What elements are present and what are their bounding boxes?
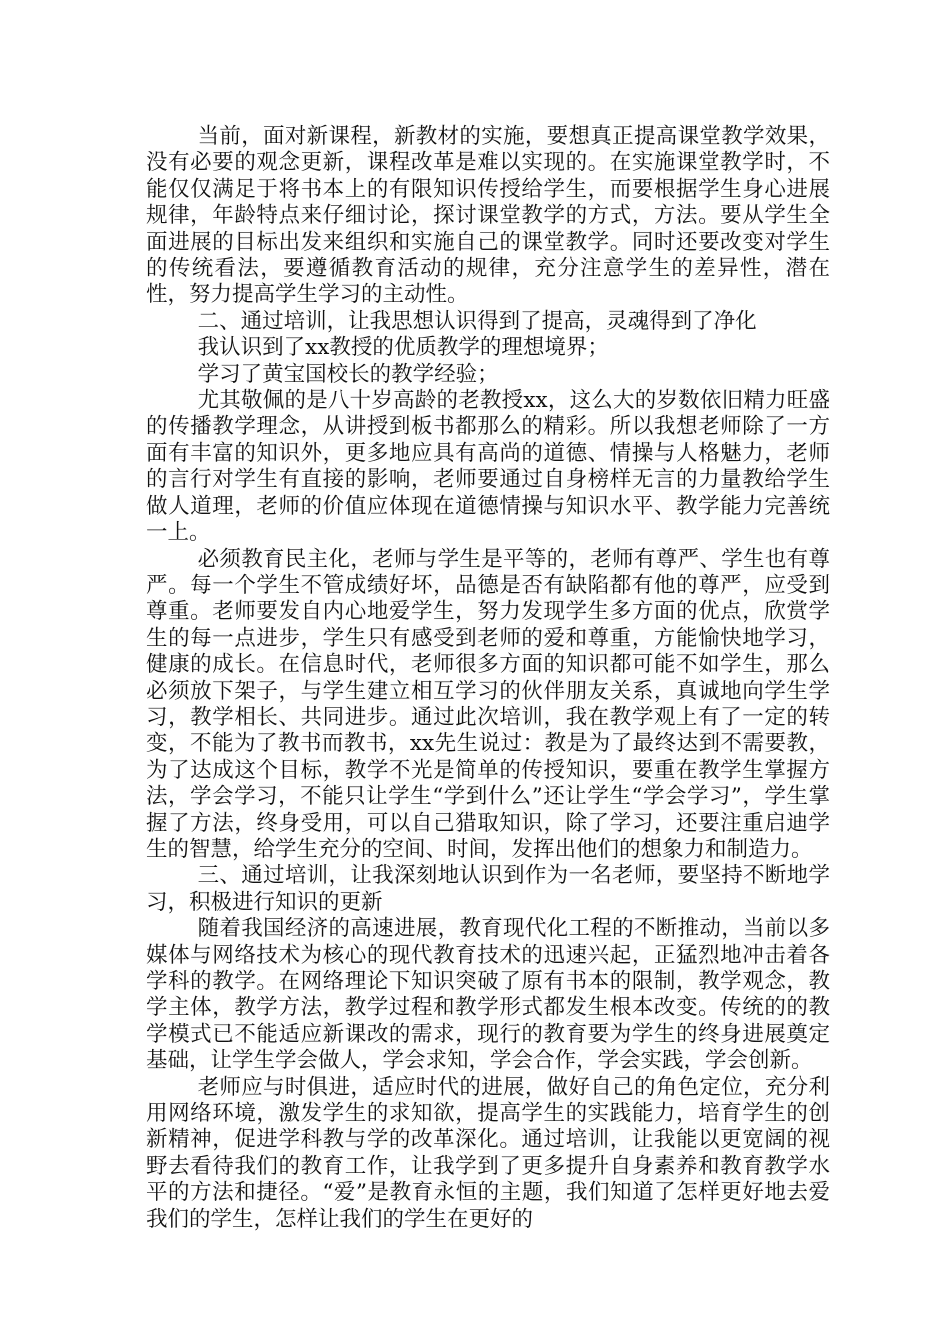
paragraph-modernization: 随着我国经济的高速进展，教育现代化工程的不断推动，当前以多媒体与网络技术为核心的现代教育技术的迅速兴起，正猛烈地冲击着各学科的教学。在网络理论下知识突破了原有书本的限制，教学观念，教学主体，教学方法，教学过程和教学形式都发生根本改变。传统的的教学模式已不能适应新课改的需求，现行的教育要为学生的终身进展奠定基础，让学生学会做人，学会求知，学会合作，学会实践，学会创新。 (146, 916, 830, 1074)
paragraph-keep-pace: 老师应与时俱进，适应时代的进展，做好自己的角色定位，充分利用网络环境，激发学生的求知欲，提高学生的实践能力，培育学生的创新精神，促进学科教与学的改革深化。通过培训，让我能以更宽阔的视野去看待我们的教育工作，让我学到了更多提升自身素养和教育教学水平的方法和捷径。“爱”是教育永恒的主题，我们知道了怎样更好地去爱我们的学生，怎样让我们的学生在更好的 (146, 1074, 830, 1232)
paragraph-admiration: 尤其敬佩的是八十岁高龄的老教授xx，这么大的岁数依旧精力旺盛的传播教学理念，从讲授到板书都那么的精彩。所以我想老师除了一方面有丰富的知识外，更多地应具有高尚的道德、情操与人格魅力，老师的言行对学生有直接的影响，老师要通过自身榜样无言的力量教给学生做人道理，老师的价值应体现在道德情操与知识水平、教学能力完善统一上。 (146, 388, 830, 546)
paragraph-principal-experience: 学习了黄宝国校长的教学经验； (197, 361, 499, 387)
paragraph-intro: 当前，面对新课程，新教材的实施，要想真正提高课堂教学效果，没有必要的观念更新，课程改革是难以实现的。在实施课堂教学时，不能仅仅满足于将书本上的有限知识传授给学生，而要根据学生身心进展规律，年龄特点来仔细讨论，探讨课堂教学的方式，方法。要从学生全面进展的目标出发来组织和实施自己的课堂教学。同时还要改变对学生的传统看法，要遵循教育活动的规律，充分注意学生的差异性，潜在性，努力提高学生学习的主动性。 (146, 124, 830, 308)
paragraph-democracy: 必须教育民主化，老师与学生是平等的，老师有尊严、学生也有尊严。每一个学生不管成绩好坏，品德是否有缺陷都有他的尊严，应受到尊重。老师要发自内心地爱学生，努力发现学生多方面的优点，欣赏学生的每一点进步，学生只有感受到老师的爱和尊重，方能愉快地学习，健康的成长。在信息时代，老师很多方面的知识都可能不如学生，那么必须放下架子，与学生建立相互学习的伙伴朋友关系，真诚地向学生学习，教学相长、共同进步。通过此次培训，我在教学观上有了一定的转变，不能为了教书而教书，xx先生说过：教是为了最终达到不需要教，为了达成这个目标，教学不光是简单的传授知识，要重在教学生掌握方法，学会学习，不能只让学生“学到什么”还让学生“学会学习”，学生掌握了方法，终身受用，可以自己猎取知识，除了学习，还要注重启迪学生的智慧，给学生充分的空间、时间，发挥出他们的想象力和制造力。 (146, 546, 830, 862)
section-heading-two: 二、通过培训，让我思想认识得到了提高，灵魂得到了净化 (197, 308, 757, 334)
paragraph-xx-professor: 我认识到了xx教授的优质教学的理想境界； (197, 335, 609, 361)
section-heading-three: 三、通过培训，让我深刻地认识到作为一名老师，要坚持不断地学习，积极进行知识的更新 (146, 863, 830, 915)
document-body (146, 124, 830, 1233)
